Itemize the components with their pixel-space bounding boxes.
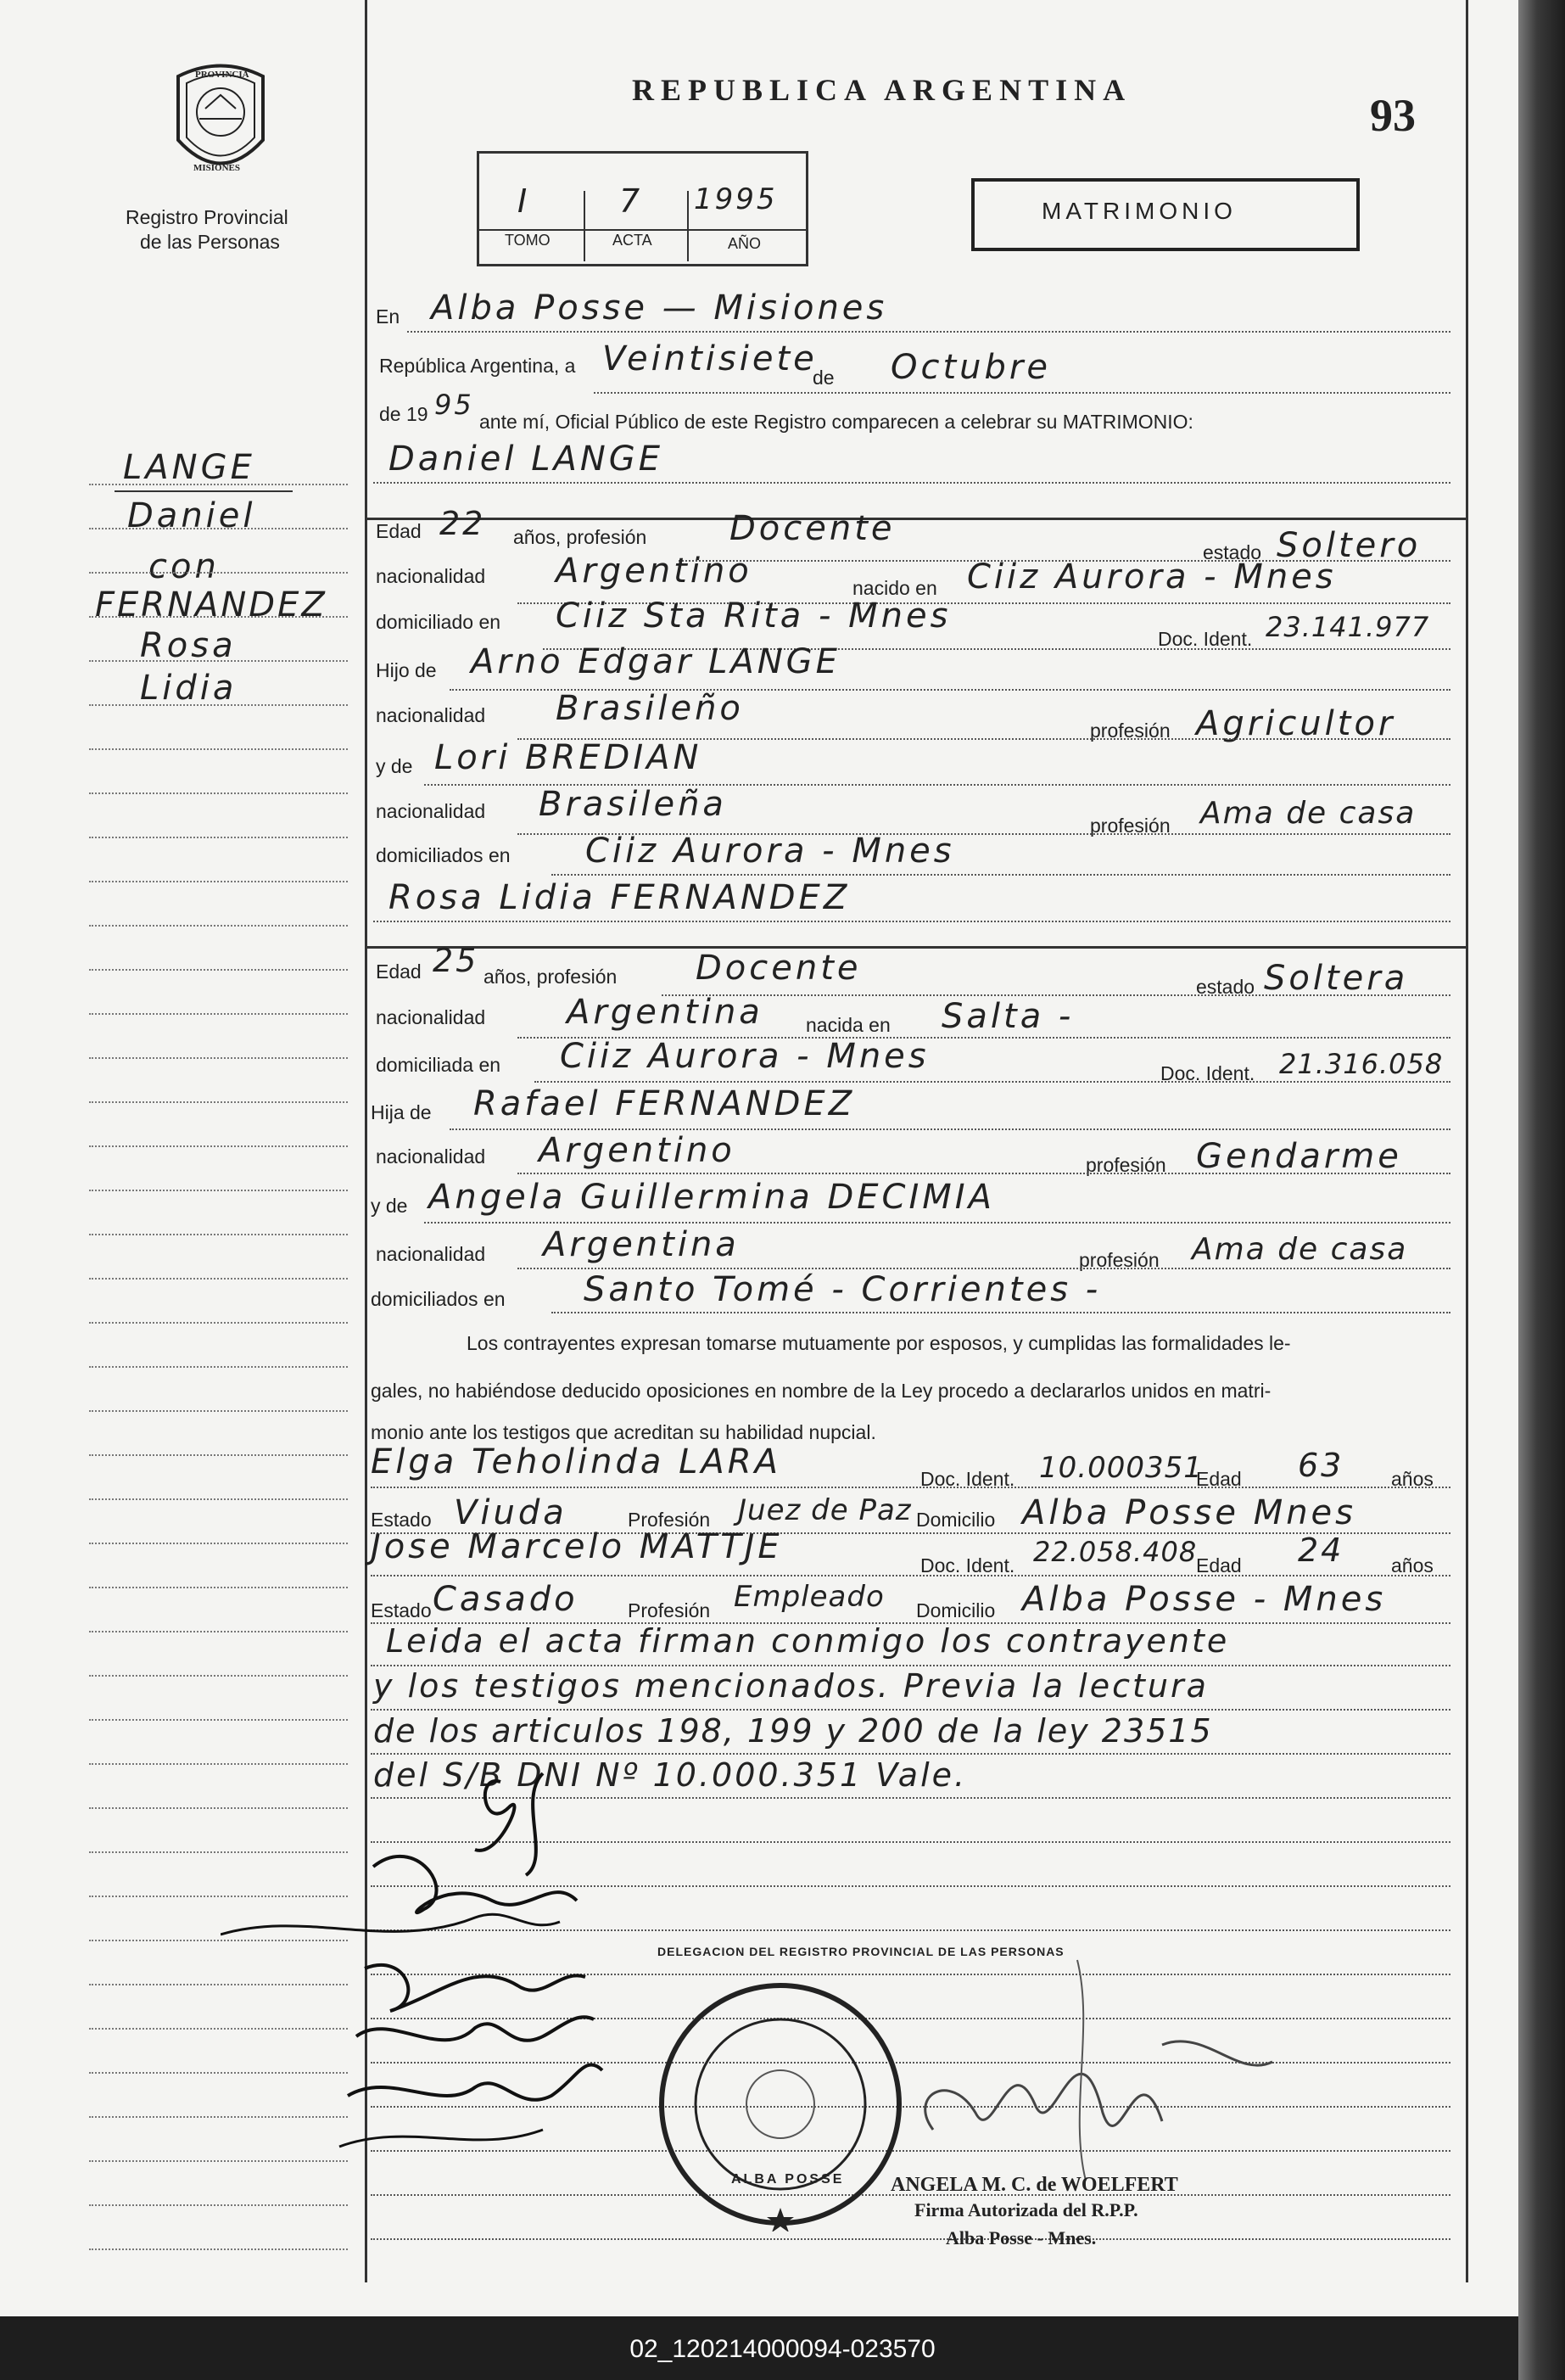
groom-father-nac-label: nacionalidad xyxy=(376,704,486,726)
appearance-statement: ante mí, Oficial Público de este Registro comparecen a celebrar su MATRIMONIO: xyxy=(479,411,1193,433)
official-location: Alba Posse - Mnes. xyxy=(946,2227,1097,2248)
bride-dom-label: domiciliada en xyxy=(376,1054,501,1076)
bride-parents-dom-rule xyxy=(551,1312,1450,1313)
witness1-profesion: Juez de Paz xyxy=(738,1493,912,1527)
groom-mother-prof: Ama de casa xyxy=(1200,796,1417,831)
official-title: Firma Autorizada del R.P.P. xyxy=(914,2199,1138,2220)
margin-rule xyxy=(89,748,348,750)
groom-mother-nac: Brasileña xyxy=(539,785,727,824)
margin-rule xyxy=(89,1543,348,1544)
closing-line-3: de los articulos 198, 199 y 200 de la ley 23515 xyxy=(373,1712,1213,1750)
witness1-domicilio-label: Domicilio xyxy=(916,1509,996,1531)
stamp-ring-text: DELEGACION DEL REGISTRO PROVINCIAL DE LAS PERSONAS xyxy=(657,1945,1065,1958)
groom-hijo-label: Hijo de xyxy=(376,659,437,681)
bride-father-nac-rule xyxy=(517,1173,1450,1174)
closing-line-4: del S/B DNI Nº 10.000.351 Vale. xyxy=(373,1756,968,1794)
act-type-label: MATRIMONIO xyxy=(1042,198,1237,224)
witness1-doc-label: Doc. Ident. xyxy=(920,1468,1015,1490)
bride-dom-rule xyxy=(534,1081,1450,1083)
groom-section-rule xyxy=(367,518,1466,520)
groom-father-prof: Agricultor xyxy=(1196,704,1396,743)
record-box-label-rule xyxy=(477,229,806,231)
witness2-edad-label: Edad xyxy=(1196,1554,1242,1576)
declaration-line-1: Los contrayentes expresan tomarse mutuamente por esposos, y cumplidas las formalidades le- xyxy=(467,1332,1291,1354)
republica-label: República Argentina, a xyxy=(379,355,576,377)
groom-father-nac: Brasileño xyxy=(556,689,744,728)
closing-line-2: y los testigos mencionados. Previa la lectura xyxy=(373,1667,1209,1705)
margin-rule xyxy=(89,2248,348,2250)
margin-rule xyxy=(89,1145,348,1147)
groom-mother-prof-label: profesión xyxy=(1090,815,1171,837)
acta-label: ACTA xyxy=(612,232,652,249)
bride-doc: 21.316.058 xyxy=(1279,1048,1444,1080)
bride-father-prof: Gendarme xyxy=(1196,1137,1402,1176)
margin-rule xyxy=(89,2204,348,2206)
margin-note-line-5: Rosa xyxy=(140,626,237,665)
bride-mother-prof: Ama de casa xyxy=(1192,1232,1408,1267)
margin-rule xyxy=(89,572,348,574)
margin-rule xyxy=(89,1675,348,1677)
registry-round-stamp xyxy=(653,1977,908,2232)
margin-note-line-1: LANGE xyxy=(123,448,255,487)
witness1-edad: 63 xyxy=(1298,1447,1344,1484)
bride-mother-rule xyxy=(424,1222,1450,1224)
margin-rule xyxy=(89,1322,348,1324)
groom-profesion: Docente xyxy=(729,509,896,548)
closing-rule-3 xyxy=(371,1753,1450,1755)
groom-parents-dom-label: domiciliados en xyxy=(376,844,511,866)
record-box-divider-2 xyxy=(687,191,689,261)
bride-profesion: Docente xyxy=(696,949,862,988)
right-border xyxy=(1466,0,1468,2282)
margin-rule xyxy=(89,792,348,794)
margin-rule xyxy=(89,1278,348,1280)
margin-rule xyxy=(89,1057,348,1059)
seal-text-top: PROVINCIA xyxy=(195,70,249,80)
bride-mother: Angela Guillermina DECIMIA xyxy=(428,1178,995,1217)
seal-text-bottom: MISIONES xyxy=(193,163,241,173)
bride-section-rule xyxy=(367,946,1466,949)
bride-father-nac-label: nacionalidad xyxy=(376,1145,486,1168)
page-number: 93 xyxy=(1370,90,1416,141)
witness1-name-rule xyxy=(371,1487,1450,1488)
groom-doc-label: Doc. Ident. xyxy=(1158,628,1253,650)
ano-label: AÑO xyxy=(728,235,762,252)
groom-parents-dom: Ciiz Aurora - Mnes xyxy=(585,832,955,871)
witness1-doc: 10.000351 xyxy=(1039,1451,1203,1485)
witness1-edad-label: Edad xyxy=(1196,1468,1242,1490)
declaration-line-2: gales, no habiéndose deducido oposiciones en nombre de la Ley procedo a declararlos unidos en matri- xyxy=(371,1380,1272,1402)
groom-nac-label: nacionalidad xyxy=(376,565,486,587)
margin-rule xyxy=(89,925,348,927)
groom-domicilio: Ciiz Sta Rita - Mnes xyxy=(556,596,952,636)
de-label: de xyxy=(813,367,835,389)
file-id-caption: 02_120214000094-023570 xyxy=(629,2335,936,2363)
margin-rule xyxy=(89,528,348,529)
witness2-domicilio: Alba Posse - Mnes xyxy=(1022,1580,1387,1619)
margin-rule xyxy=(89,704,348,706)
witness1-estado: Viuda xyxy=(454,1493,567,1532)
stamp-bottom-text: ALBA POSSE xyxy=(731,2172,845,2187)
margin-rule xyxy=(89,881,348,882)
margin-rule xyxy=(89,484,348,485)
groom-nacido-label: nacido en xyxy=(852,577,937,599)
margin-note-line-4: FERNANDEZ xyxy=(95,585,327,624)
registry-name-line2: de las Personas xyxy=(140,231,280,253)
groom-parents-dom-rule xyxy=(551,874,1450,876)
margin-rule xyxy=(89,1454,348,1456)
margin-rule xyxy=(89,1719,348,1721)
witness2-profesion-label: Profesión xyxy=(628,1599,711,1621)
bride-mother-nac: Argentina xyxy=(543,1225,740,1264)
groom-name: Daniel LANGE xyxy=(388,440,664,479)
margin-rule xyxy=(89,1366,348,1368)
bride-nac-label: nacionalidad xyxy=(376,1006,486,1028)
groom-edad: 22 xyxy=(439,505,486,542)
tomo-value: I xyxy=(517,182,530,220)
witness2-domicilio-label: Domicilio xyxy=(916,1599,996,1621)
closing-rule-1 xyxy=(371,1665,1450,1666)
groom-dom-label: domiciliado en xyxy=(376,611,501,633)
bride-edad-rule xyxy=(662,994,1450,996)
day-value: Veintisiete xyxy=(602,339,818,378)
bride-nacida-label: nacida en xyxy=(806,1014,891,1036)
margin-rule xyxy=(89,1410,348,1412)
en-label: En xyxy=(376,305,400,328)
margin-rule xyxy=(89,1631,348,1632)
place-rule xyxy=(407,331,1450,333)
groom-father: Arno Edgar LANGE xyxy=(471,642,841,681)
witness2-estado-label: Estado xyxy=(371,1599,432,1621)
groom-yde-label: y de xyxy=(376,755,413,777)
bride-edad-label: Edad xyxy=(376,960,422,983)
groom-father-prof-label: profesión xyxy=(1090,720,1171,742)
country-title: REPUBLICA ARGENTINA xyxy=(632,73,1132,107)
registry-name-line1: Registro Provincial xyxy=(126,206,288,228)
witness2-doc: 22.058.408 xyxy=(1033,1536,1198,1568)
date-rule xyxy=(594,392,1450,394)
bride-estado-label: estado xyxy=(1196,976,1255,998)
bride-nacionalidad: Argentina xyxy=(567,993,763,1032)
witness1-domicilio: Alba Posse Mnes xyxy=(1022,1493,1357,1532)
official-name: ANGELA M. C. de WOELFERT xyxy=(891,2174,1178,2196)
margin-note-line-6: Lidia xyxy=(140,669,238,708)
bride-yde-label: y de xyxy=(371,1195,408,1217)
witness1-estado-label: Estado xyxy=(371,1509,432,1531)
bride-name: Rosa Lidia FERNANDEZ xyxy=(388,878,851,917)
year-suffix: 95 xyxy=(434,389,474,421)
margin-rule xyxy=(89,1101,348,1103)
place-value: Alba Posse — Misiones xyxy=(431,288,888,328)
margin-rule xyxy=(89,1190,348,1191)
margin-note-line-3: con xyxy=(148,547,220,586)
record-box-divider-1 xyxy=(584,191,585,261)
declaration-line-3: monio ante los testigos que acreditan su habilidad nupcial. xyxy=(371,1421,876,1443)
witness2-name: Jose Marcelo MATTJE xyxy=(371,1527,783,1566)
groom-edad-label: Edad xyxy=(376,520,422,542)
year-prefix: de 19 xyxy=(379,403,428,425)
margin-note-underline xyxy=(115,490,293,492)
groom-estado: Soltero xyxy=(1277,526,1422,565)
tomo-label: TOMO xyxy=(505,232,551,249)
bride-nacida: Salta - xyxy=(942,997,1075,1036)
groom-doc: 23.141.977 xyxy=(1266,611,1430,643)
bride-father-prof-label: profesión xyxy=(1086,1154,1166,1176)
bride-edad: 25 xyxy=(433,942,479,979)
witness1-name: Elga Teholinda LARA xyxy=(371,1442,781,1481)
margin-rule xyxy=(89,969,348,971)
groom-profesion-label: años, profesión xyxy=(513,526,647,548)
month-value: Octubre xyxy=(891,348,1051,387)
witness2-doc-label: Doc. Ident. xyxy=(920,1554,1015,1576)
margin-rule xyxy=(89,1587,348,1588)
bride-hija-label: Hija de xyxy=(371,1101,432,1123)
bride-estado: Soltera xyxy=(1264,959,1409,998)
margin-note-line-2: Daniel xyxy=(127,496,256,535)
groom-nacido: Ciiz Aurora - Mnes xyxy=(967,557,1337,596)
margin-rule xyxy=(89,1013,348,1015)
acta-value: 7 xyxy=(619,182,643,220)
bride-father-rule xyxy=(450,1128,1450,1130)
groom-estado-label: estado xyxy=(1203,541,1262,563)
bride-mother-prof-label: profesión xyxy=(1079,1249,1160,1271)
signature-rule-10 xyxy=(371,2238,1450,2240)
margin-rule xyxy=(89,616,348,618)
groom-mother: Lori BREDIAN xyxy=(434,738,702,777)
ano-value: 1995 xyxy=(694,182,778,216)
closing-line-1: Leida el acta firman conmigo los contrayente xyxy=(386,1622,1230,1660)
witness2-name-rule xyxy=(371,1575,1450,1576)
groom-nacionalidad: Argentino xyxy=(556,552,752,591)
margin-rule xyxy=(89,1498,348,1500)
witness1-anos-label: años xyxy=(1391,1468,1434,1490)
witness1-profesion-label: Profesión xyxy=(628,1509,711,1531)
bride-name-rule xyxy=(373,921,1450,922)
bride-domicilio: Ciiz Aurora - Mnes xyxy=(560,1037,930,1076)
groom-name-rule xyxy=(373,482,1450,484)
witness2-edad: 24 xyxy=(1298,1532,1344,1569)
bride-mother-nac-label: nacionalidad xyxy=(376,1243,486,1265)
witness2-profesion: Empleado xyxy=(734,1580,885,1614)
bride-parents-dom-label: domiciliados en xyxy=(371,1288,506,1310)
closing-rule-2 xyxy=(371,1709,1450,1711)
margin-rule xyxy=(89,660,348,662)
witness2-estado: Casado xyxy=(433,1580,578,1619)
bride-mother-nac-rule xyxy=(517,1268,1450,1269)
bride-profesion-label: años, profesión xyxy=(483,966,618,988)
bride-father-nac: Argentino xyxy=(539,1131,735,1170)
book-spine xyxy=(1518,0,1565,2380)
bride-doc-label: Doc. Ident. xyxy=(1160,1062,1255,1084)
bride-father: Rafael FERNANDEZ xyxy=(473,1084,856,1123)
margin-rule xyxy=(89,837,348,838)
groom-mother-nac-label: nacionalidad xyxy=(376,800,486,822)
witness2-anos-label: años xyxy=(1391,1554,1434,1576)
official-signature xyxy=(882,1943,1306,2198)
margin-rule xyxy=(89,1234,348,1235)
bride-parents-dom: Santo Tomé - Corrientes - xyxy=(584,1270,1102,1309)
